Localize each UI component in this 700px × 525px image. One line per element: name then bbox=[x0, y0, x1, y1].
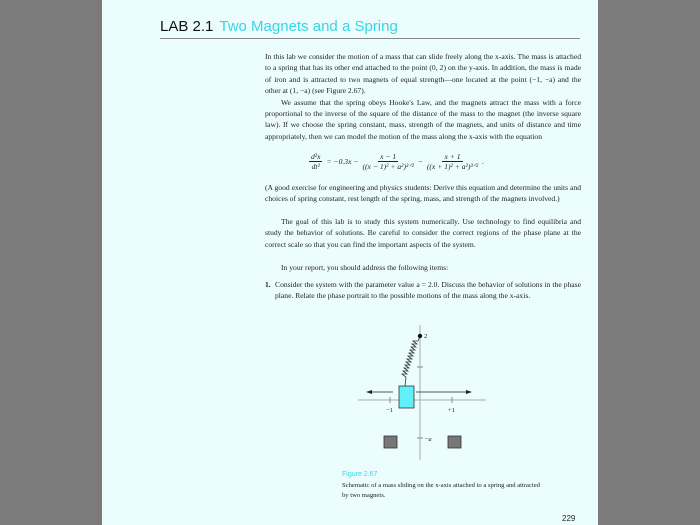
figure-caption: Schematic of a mass sliding on the x-axis attached to a spring and attracted by two magnets. bbox=[342, 482, 540, 499]
label-minus-a: −a bbox=[424, 436, 432, 443]
eq-lhs-den: dt² bbox=[311, 162, 320, 171]
eq-end: . bbox=[482, 157, 485, 166]
paragraph-model: We assume that the spring obeys Hooke's Law, and the magnets attract the mass with a force proportional to the inverse of the square of the distance of the mass to the magnet (the inverse square law). If we choose the spring constant, mass, strength of the magnets, and units of distance and time appropriately, then we can model the motion of the mass along the x-axis with the equation bbox=[265, 97, 581, 141]
eq-f1-den: ((x − 1)² + a²)³ᐟ² bbox=[362, 162, 414, 171]
paragraph-exercise: (A good exercise for engineering and physics students: Derive this equation and determine the units and choices of spring constant, rest length of the spring, mass, and strength of the magnets involved.) bbox=[265, 183, 581, 204]
lab-title: Two Magnets and a Spring bbox=[219, 18, 398, 35]
paragraph-intro: In this lab we consider the motion of a mass that can slide freely along the x-axis. The mass is attached to a spring that has its other end attached to the point (0, 2) on the y-axis. In addition, the mass is made of iron and is attracted to two magnets of equal strength—one located at the point (−1, −a) and the other at (1, −a) (see Figure 2.67). bbox=[265, 52, 581, 96]
right-arrowhead bbox=[466, 390, 472, 394]
label-plus-1: +1 bbox=[448, 407, 455, 414]
eq-minus: − bbox=[417, 157, 423, 166]
textbook-page bbox=[102, 0, 598, 525]
eq-term1: = −0.3x − bbox=[326, 157, 359, 166]
label-2: 2 bbox=[424, 333, 428, 340]
magnet-right bbox=[448, 436, 461, 448]
figure-title: Figure 2.67 bbox=[342, 471, 378, 478]
label-minus-1: −1 bbox=[386, 407, 393, 414]
paragraph-goal: The goal of this lab is to study this system numerically. Use technology to find equilibria and study the behavior of solutions. Be careful to consider the correct regions of the phase plane at the correct scale so that you can find the important aspects of the system. bbox=[265, 217, 581, 249]
item-text: Consider the system with the parameter value a = 2.0. Discuss the behavior of solutions in the phase plane. Relate the phase portrait to the possible motions of the mass along the x-axis. bbox=[275, 280, 581, 301]
figure-schematic bbox=[102, 0, 598, 525]
lab-number: LAB 2.1 bbox=[160, 18, 214, 35]
anchor-point bbox=[418, 334, 422, 338]
mass-block bbox=[399, 386, 414, 408]
magnet-left bbox=[384, 436, 397, 448]
paragraph-report: In your report, you should address the following items: bbox=[281, 263, 449, 272]
spring bbox=[402, 336, 420, 386]
eq-f2-num: x + 1 bbox=[444, 152, 461, 161]
eq-f2-den: ((x + 1)² + a²)³ᐟ² bbox=[426, 162, 479, 171]
eq-f1-num: x − 1 bbox=[380, 152, 397, 161]
eq-lhs-num: d²x bbox=[311, 152, 321, 161]
left-arrowhead bbox=[366, 390, 372, 394]
item-number: 1. bbox=[265, 280, 271, 289]
page-number: 229 bbox=[562, 514, 576, 523]
